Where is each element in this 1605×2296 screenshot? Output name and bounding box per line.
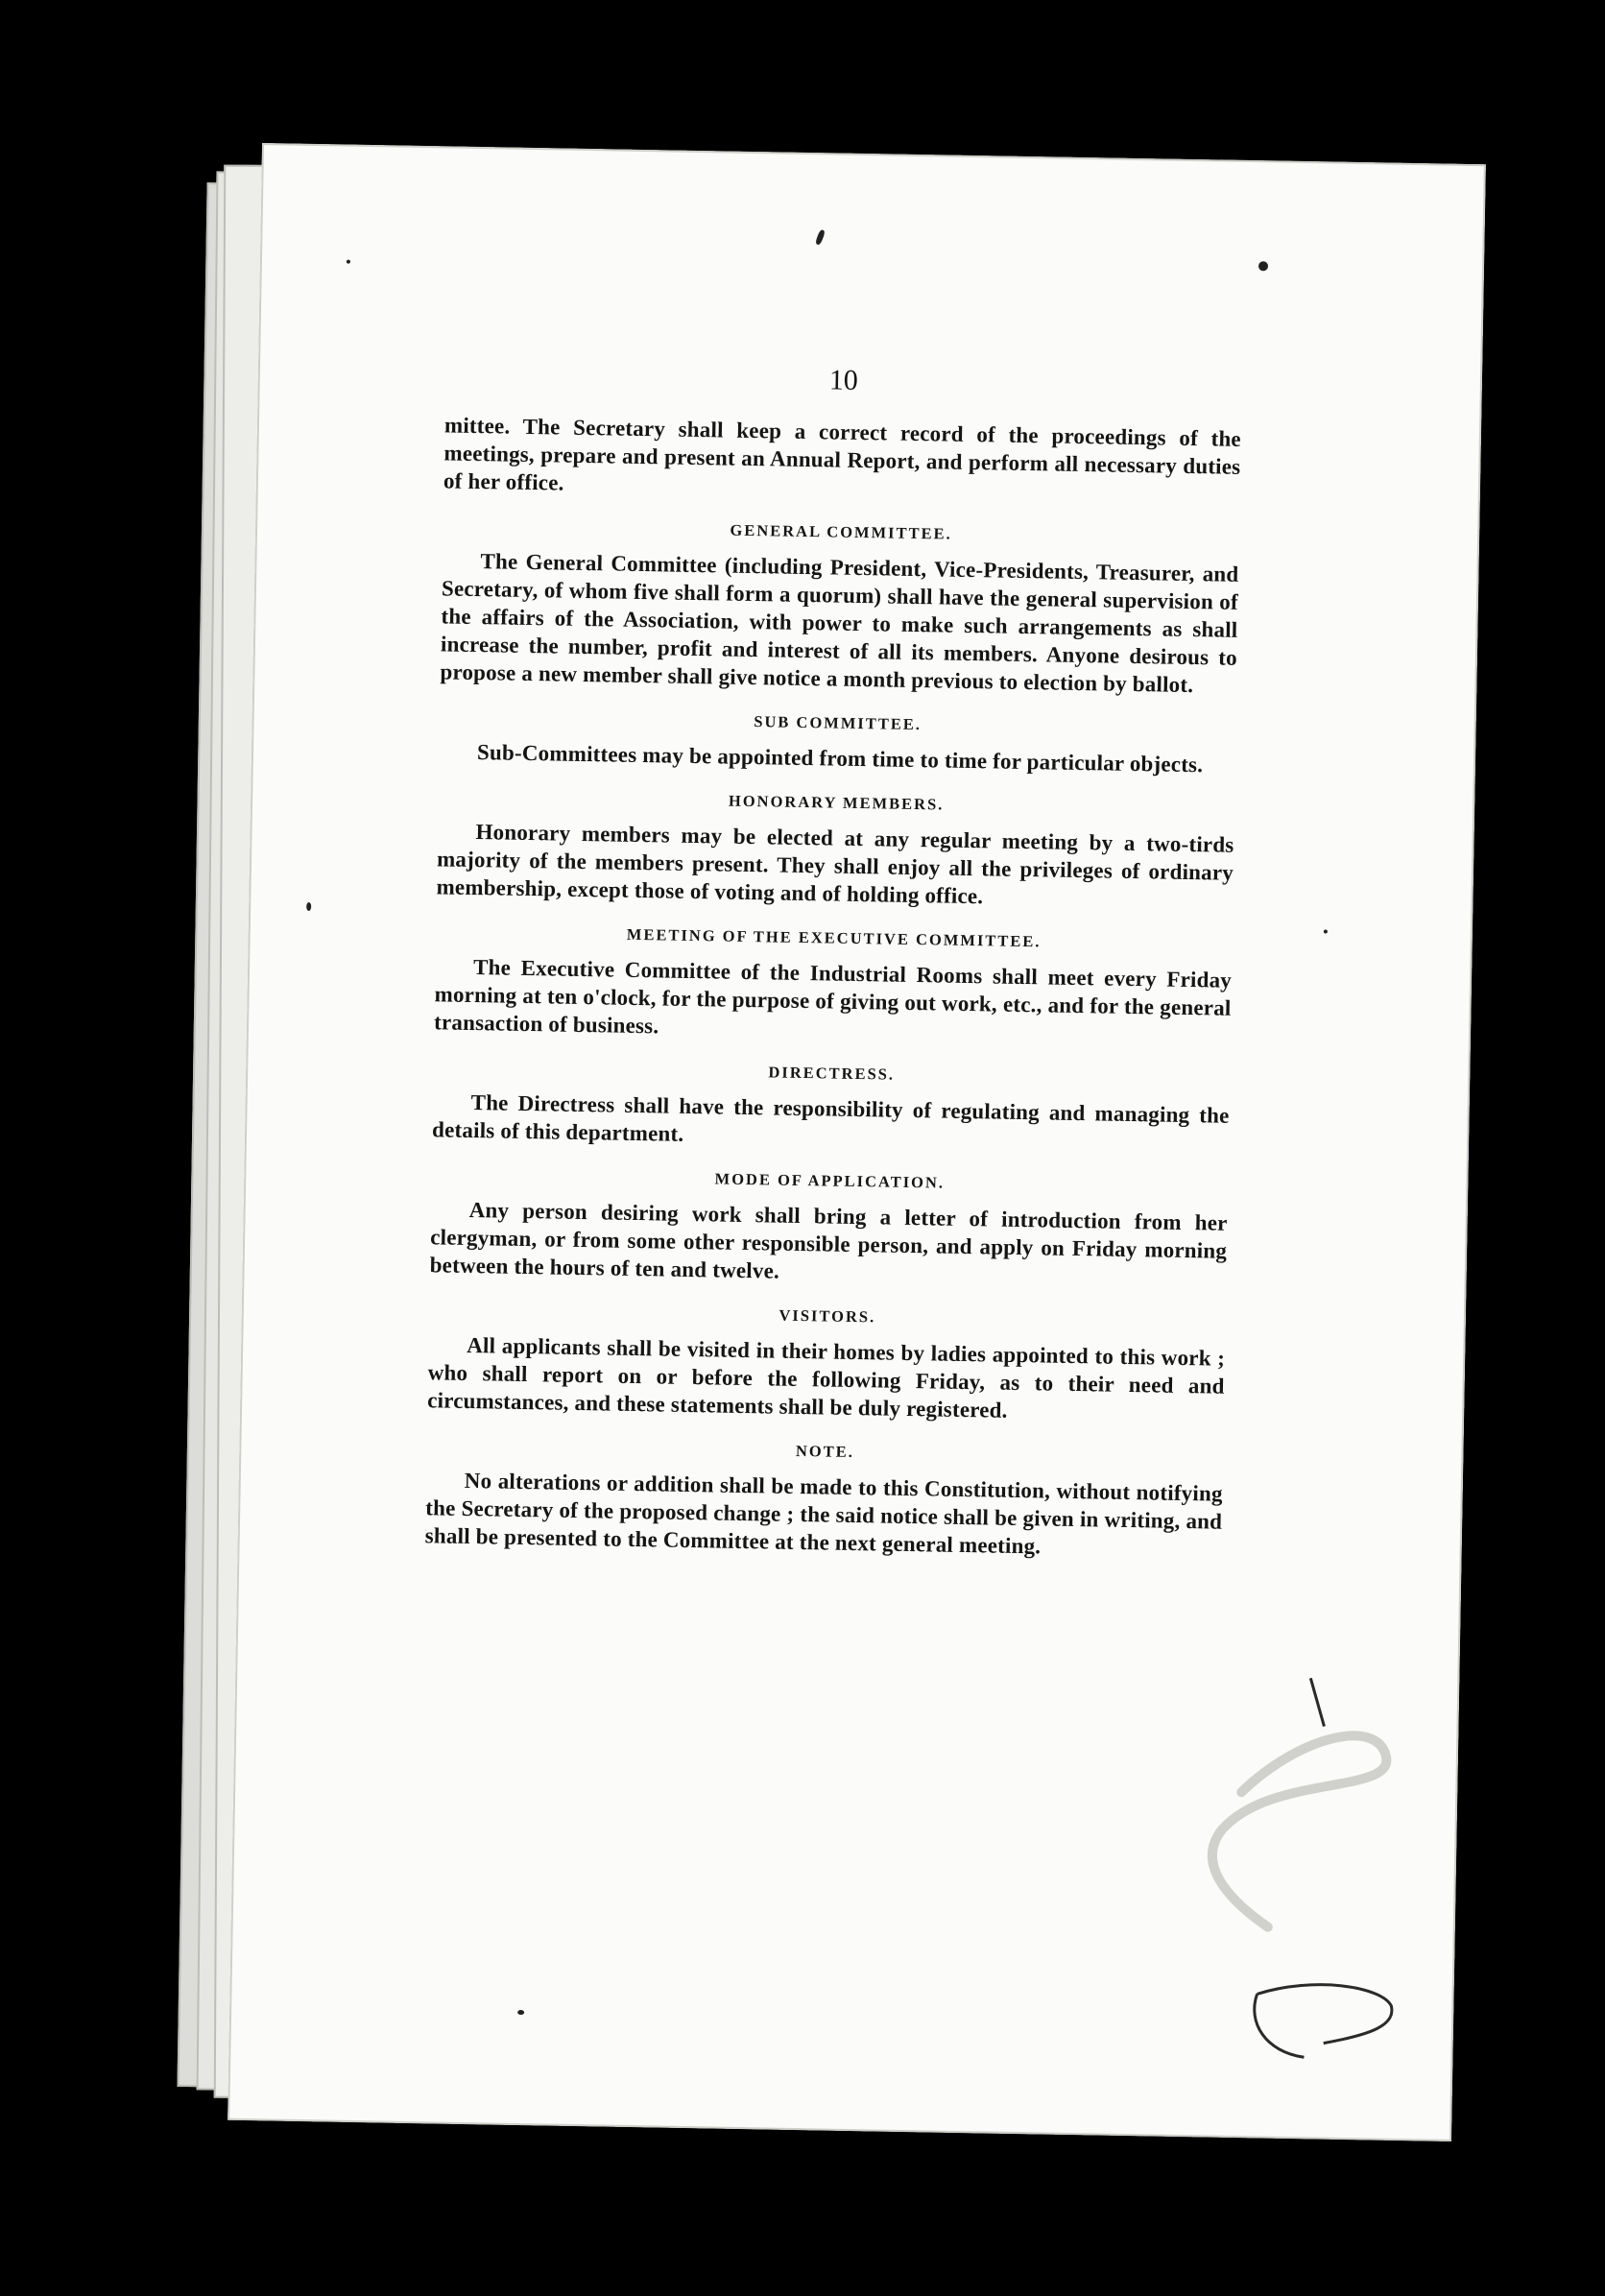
section-heading: GENERAL COMMITTEE.	[730, 520, 952, 543]
section-heading: SUB COMMITTEE.	[754, 712, 922, 734]
section-heading: HONORARY MEMBERS.	[728, 791, 945, 814]
section-body: The Directress shall have the responsibility of regulating and managing the details of this department.	[431, 1089, 1230, 1146]
opening-paragraph: mittee. The Secretary shall keep a correct record of the proceedings of the meetings, prepare and present an Annual Report, and perform all necessary duties of her office.	[443, 413, 1242, 495]
section-heading: NOTE.	[795, 1441, 854, 1462]
page-text	[425, 357, 1243, 1563]
section-heading: MODE OF APPLICATION.	[714, 1169, 946, 1192]
ink-speck	[306, 902, 311, 911]
section-body: Sub-Committees may be appointed from time to time for particular objects.	[476, 740, 1204, 777]
pencil-mark	[1179, 1580, 1437, 2064]
ink-speck	[347, 260, 350, 264]
section-body: All applicants shall be visited in their homes by ladies appointed to this work ; who shall report on or before the following Friday, as to their need and circumstances, and these statements shall be duly registered.	[427, 1332, 1226, 1423]
section-body: Any person desiring work shall bring a letter of introduction from her clergyman, or from some other responsible person, and apply on Friday morning between the hours of ten and twelve.	[429, 1197, 1228, 1283]
ink-speck	[1324, 929, 1328, 933]
section-heading: MEETING OF THE EXECUTIVE COMMITTEE.	[626, 924, 1042, 951]
ink-speck	[815, 229, 826, 246]
section-body: Honorary members may be elected at any regular meeting by a two-tirds majority of the members present. They shall enjoy all the privileges of ordinary membership, except those of voting and of holding office.	[436, 820, 1234, 909]
section-body: The General Committee (including President, Vice-Presidents, Treasurer, and Secretary, of whom five shall form a quorum) shall have the general supervision of the affairs of the Association, with power to make such arrangements as shall increase the number, profit and interest of all its members. Anyone desirous to propose a new member shall give notice a month previous to election by ballot.	[440, 549, 1239, 698]
document-page	[228, 143, 1486, 2141]
section-heading: VISITORS.	[779, 1305, 876, 1327]
section-body: No alterations or addition shall be made to this Constitution, without notifying the Secretary of the proposed change ; the said notice shall be given in writing, and shall be presented to the Committee at the next general meeting.	[424, 1468, 1223, 1559]
ink-speck	[517, 2010, 524, 2015]
ink-speck	[1258, 261, 1268, 271]
section-body: The Executive Committee of the Industrial Rooms shall meet every Friday morning at ten o'clock, for the purpose of giving out work, etc., and for the general transaction of business.	[433, 955, 1233, 1039]
section-heading: DIRECTRESS.	[768, 1063, 896, 1084]
page-number: 10	[828, 364, 859, 396]
